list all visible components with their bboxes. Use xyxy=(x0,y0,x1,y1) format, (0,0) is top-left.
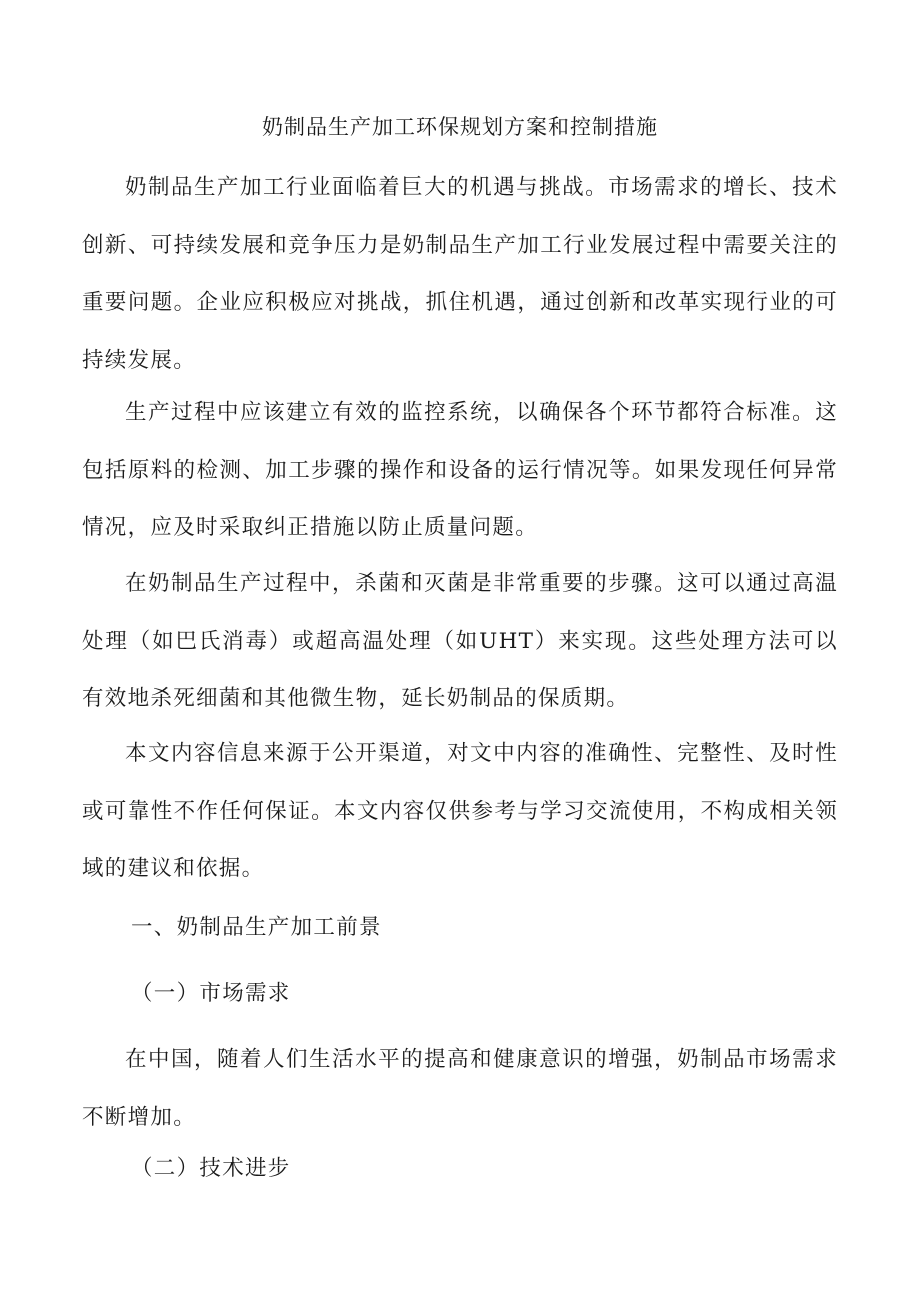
document-title: 奶制品生产加工环保规划方案和控制措施 xyxy=(262,115,658,139)
paragraph-monitoring: 生产过程中应该建立有效的监控系统，以确保各个环节都符合标准。这包括原料的检测、加工步骤的操作和设备的运行情况等。如果发现任何异常情况，应及时采取纠正措施以防止质量问题。 xyxy=(82,400,838,540)
paragraph-sterilization: 在奶制品生产过程中，杀菌和灭菌是非常重要的步骤。这可以通过高温处理（如巴氏消毒）或超高温处理（如UHT）来实现。这些处理方法可以有效地杀死细菌和其他微生物，延长奶制品的保质期。 xyxy=(82,571,838,711)
paragraph-disclaimer: 本文内容信息来源于公开渠道，对文中内容的准确性、完整性、及时性或可靠性不作任何保证。本文内容仅供参考与学习交流使用，不构成相关领域的建议和依据。 xyxy=(82,741,838,881)
section-heading-prospects: 一、奶制品生产加工前景 xyxy=(131,915,382,940)
subsection-heading-market-demand: （一）市场需求 xyxy=(131,981,291,1006)
subsection-heading-tech-progress: （二）技术进步 xyxy=(131,1156,291,1181)
paragraph-market-demand: 在中国，随着人们生活水平的提高和健康意识的增强，奶制品市场需求不断增加。 xyxy=(82,1047,838,1130)
paragraph-intro: 奶制品生产加工行业面临着巨大的机遇与挑战。市场需求的增长、技术创新、可持续发展和竞争压力是奶制品生产加工行业发展过程中需要关注的重要问题。企业应积极应对挑战，抓住机遇，通过创新和改革实现行业的可持续发展。 xyxy=(82,175,838,373)
